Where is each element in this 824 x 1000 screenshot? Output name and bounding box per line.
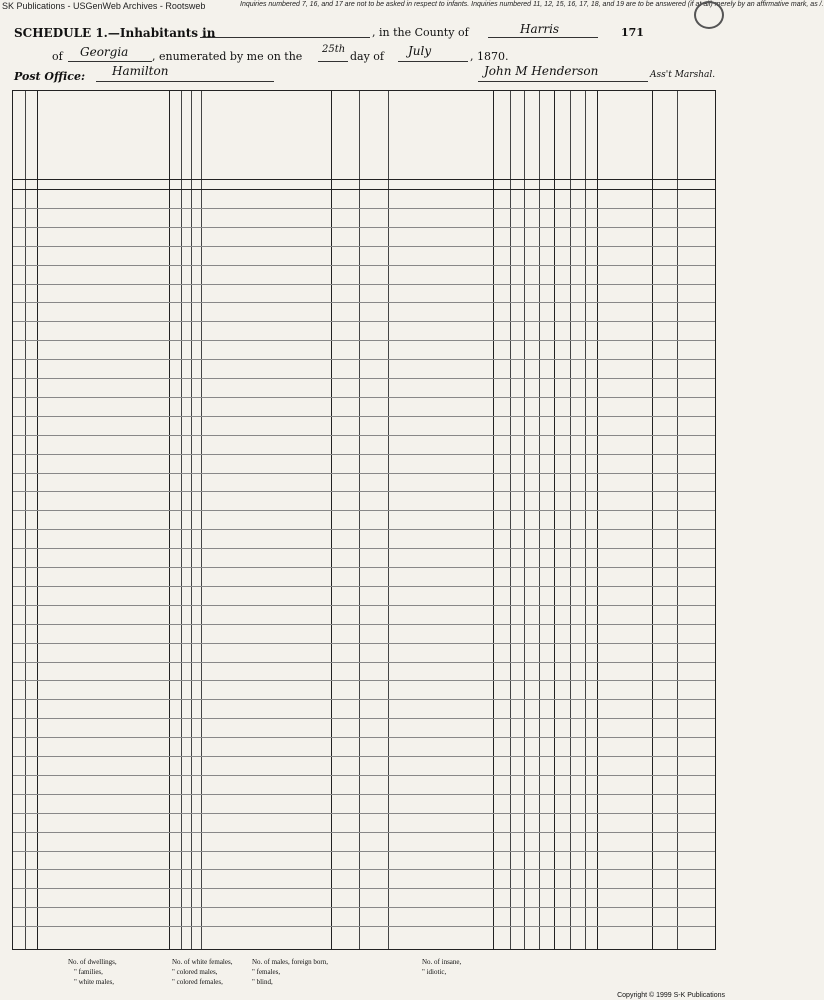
column-divider (169, 91, 170, 949)
footer-colored-males: " colored males, (172, 968, 218, 976)
row-divider (13, 284, 715, 285)
marshal-signature: John M Henderson (484, 64, 599, 78)
row-divider (13, 832, 715, 833)
column-divider (597, 91, 598, 949)
row-divider (13, 718, 715, 719)
column-divider (331, 91, 332, 949)
row-divider (13, 227, 715, 228)
row-divider (13, 926, 715, 927)
footer-white-females: No. of white females, (172, 958, 233, 966)
row-divider (13, 359, 715, 360)
row-divider (13, 586, 715, 587)
footer-idiotic: " idiotic, (422, 968, 447, 976)
footer-families: " families, (74, 968, 103, 976)
column-header-2 (26, 103, 36, 177)
row-divider (13, 302, 715, 303)
schedule-label: SCHEDULE 1.—Inhabitants in (14, 26, 216, 40)
column-header-8 (332, 103, 358, 177)
column-header-18 (598, 115, 651, 175)
group-header-education (554, 93, 597, 103)
enumerated-label: , enumerated by me on the (152, 50, 303, 63)
row-divider (13, 888, 715, 889)
group-header-value (331, 93, 388, 103)
column-header-19 (653, 103, 676, 177)
census-table (12, 90, 716, 950)
township-blank (200, 24, 370, 38)
top-strip (0, 0, 824, 14)
footer-colored-females: " colored females, (172, 978, 223, 986)
column-header-7 (202, 115, 330, 175)
marshal-label: Ass't Marshal. (650, 70, 716, 80)
footer-insane: No. of insane, (422, 958, 462, 966)
row-divider (13, 510, 715, 511)
column-divider (181, 91, 182, 949)
of-label: of (52, 50, 63, 63)
column-divider (201, 91, 202, 949)
column-header-10 (389, 115, 492, 175)
copyright: Copyright © 1999 S-K Publications (617, 992, 725, 999)
row-divider (13, 794, 715, 795)
row-divider (13, 756, 715, 757)
month-value: July (408, 44, 432, 58)
column-divider (677, 91, 678, 949)
county-label: , in the County of (372, 26, 469, 39)
row-divider (13, 643, 715, 644)
row-divider (13, 321, 715, 322)
column-header-6 (192, 103, 200, 177)
row-divider (13, 208, 715, 209)
archive-seal-icon (694, 1, 724, 29)
row-divider (13, 907, 715, 908)
column-number-divider (13, 189, 715, 190)
instruction-note: Inquiries numbered 7, 16, and 17 are not to be asked in respect to infants. Inquiries numbered 11, 12, 15, 16, 17, 18, and 19 are to be answered (if at all) merely by an affirmative mark, as /. (240, 1, 824, 8)
column-header-3 (38, 115, 168, 175)
row-divider (13, 680, 715, 681)
column-divider (388, 91, 389, 949)
footer-white-males: " white males, (74, 978, 114, 986)
column-header-9 (360, 103, 387, 177)
row-divider (13, 491, 715, 492)
column-header-4 (170, 103, 180, 177)
row-divider (13, 813, 715, 814)
column-divider (554, 91, 555, 949)
row-divider (13, 548, 715, 549)
column-divider (37, 91, 38, 949)
watermark: SK Publications - USGenWeb Archives - Rootsweb (2, 1, 206, 11)
column-header-1 (14, 103, 24, 177)
column-divider (652, 91, 653, 949)
column-divider (585, 91, 586, 949)
day-of-label: day of (350, 50, 385, 63)
page-number: 171 (621, 26, 644, 39)
row-divider (13, 737, 715, 738)
state-value: Georgia (80, 45, 129, 59)
column-header-16 (571, 103, 584, 177)
row-divider (13, 624, 715, 625)
row-divider (13, 416, 715, 417)
group-header-constitutional (652, 93, 717, 103)
row-divider (13, 435, 715, 436)
footer-dwellings: No. of dwellings, (68, 958, 117, 966)
county-value: Harris (520, 22, 560, 36)
column-divider (539, 91, 540, 949)
column-header-20 (678, 103, 716, 177)
row-divider (13, 378, 715, 379)
group-header-description (181, 93, 331, 103)
row-divider (13, 454, 715, 455)
column-divider (359, 91, 360, 949)
row-divider (13, 246, 715, 247)
footer-foreign-males: No. of males, foreign born, (252, 958, 329, 966)
row-divider (13, 265, 715, 266)
column-divider (191, 91, 192, 949)
column-divider (493, 91, 494, 949)
column-header-15 (555, 103, 569, 177)
column-header-11 (494, 103, 509, 177)
column-divider (570, 91, 571, 949)
column-divider (524, 91, 525, 949)
column-divider (510, 91, 511, 949)
row-divider (13, 473, 715, 474)
footer-foreign-females: " females, (252, 968, 281, 976)
row-divider (13, 869, 715, 870)
post-office-label: Post Office: (14, 70, 86, 83)
column-divider (25, 91, 26, 949)
column-header-5 (182, 103, 190, 177)
footer-tally (12, 950, 716, 990)
row-divider (13, 340, 715, 341)
row-divider (13, 397, 715, 398)
row-divider (13, 529, 715, 530)
column-header-14 (540, 103, 553, 177)
post-office-value: Hamilton (112, 64, 169, 78)
row-divider (13, 851, 715, 852)
footer-blind: " blind, (252, 978, 273, 986)
row-divider (13, 662, 715, 663)
row-divider (13, 567, 715, 568)
column-header-12 (511, 103, 523, 177)
column-header-13 (525, 103, 538, 177)
row-divider (13, 775, 715, 776)
year-label: , 1870. (470, 50, 509, 63)
row-divider (13, 699, 715, 700)
day-value: 25th (322, 44, 346, 55)
group-header-parentage (493, 93, 524, 103)
column-header-17 (586, 103, 596, 177)
row-divider (13, 605, 715, 606)
header-divider (13, 179, 715, 180)
